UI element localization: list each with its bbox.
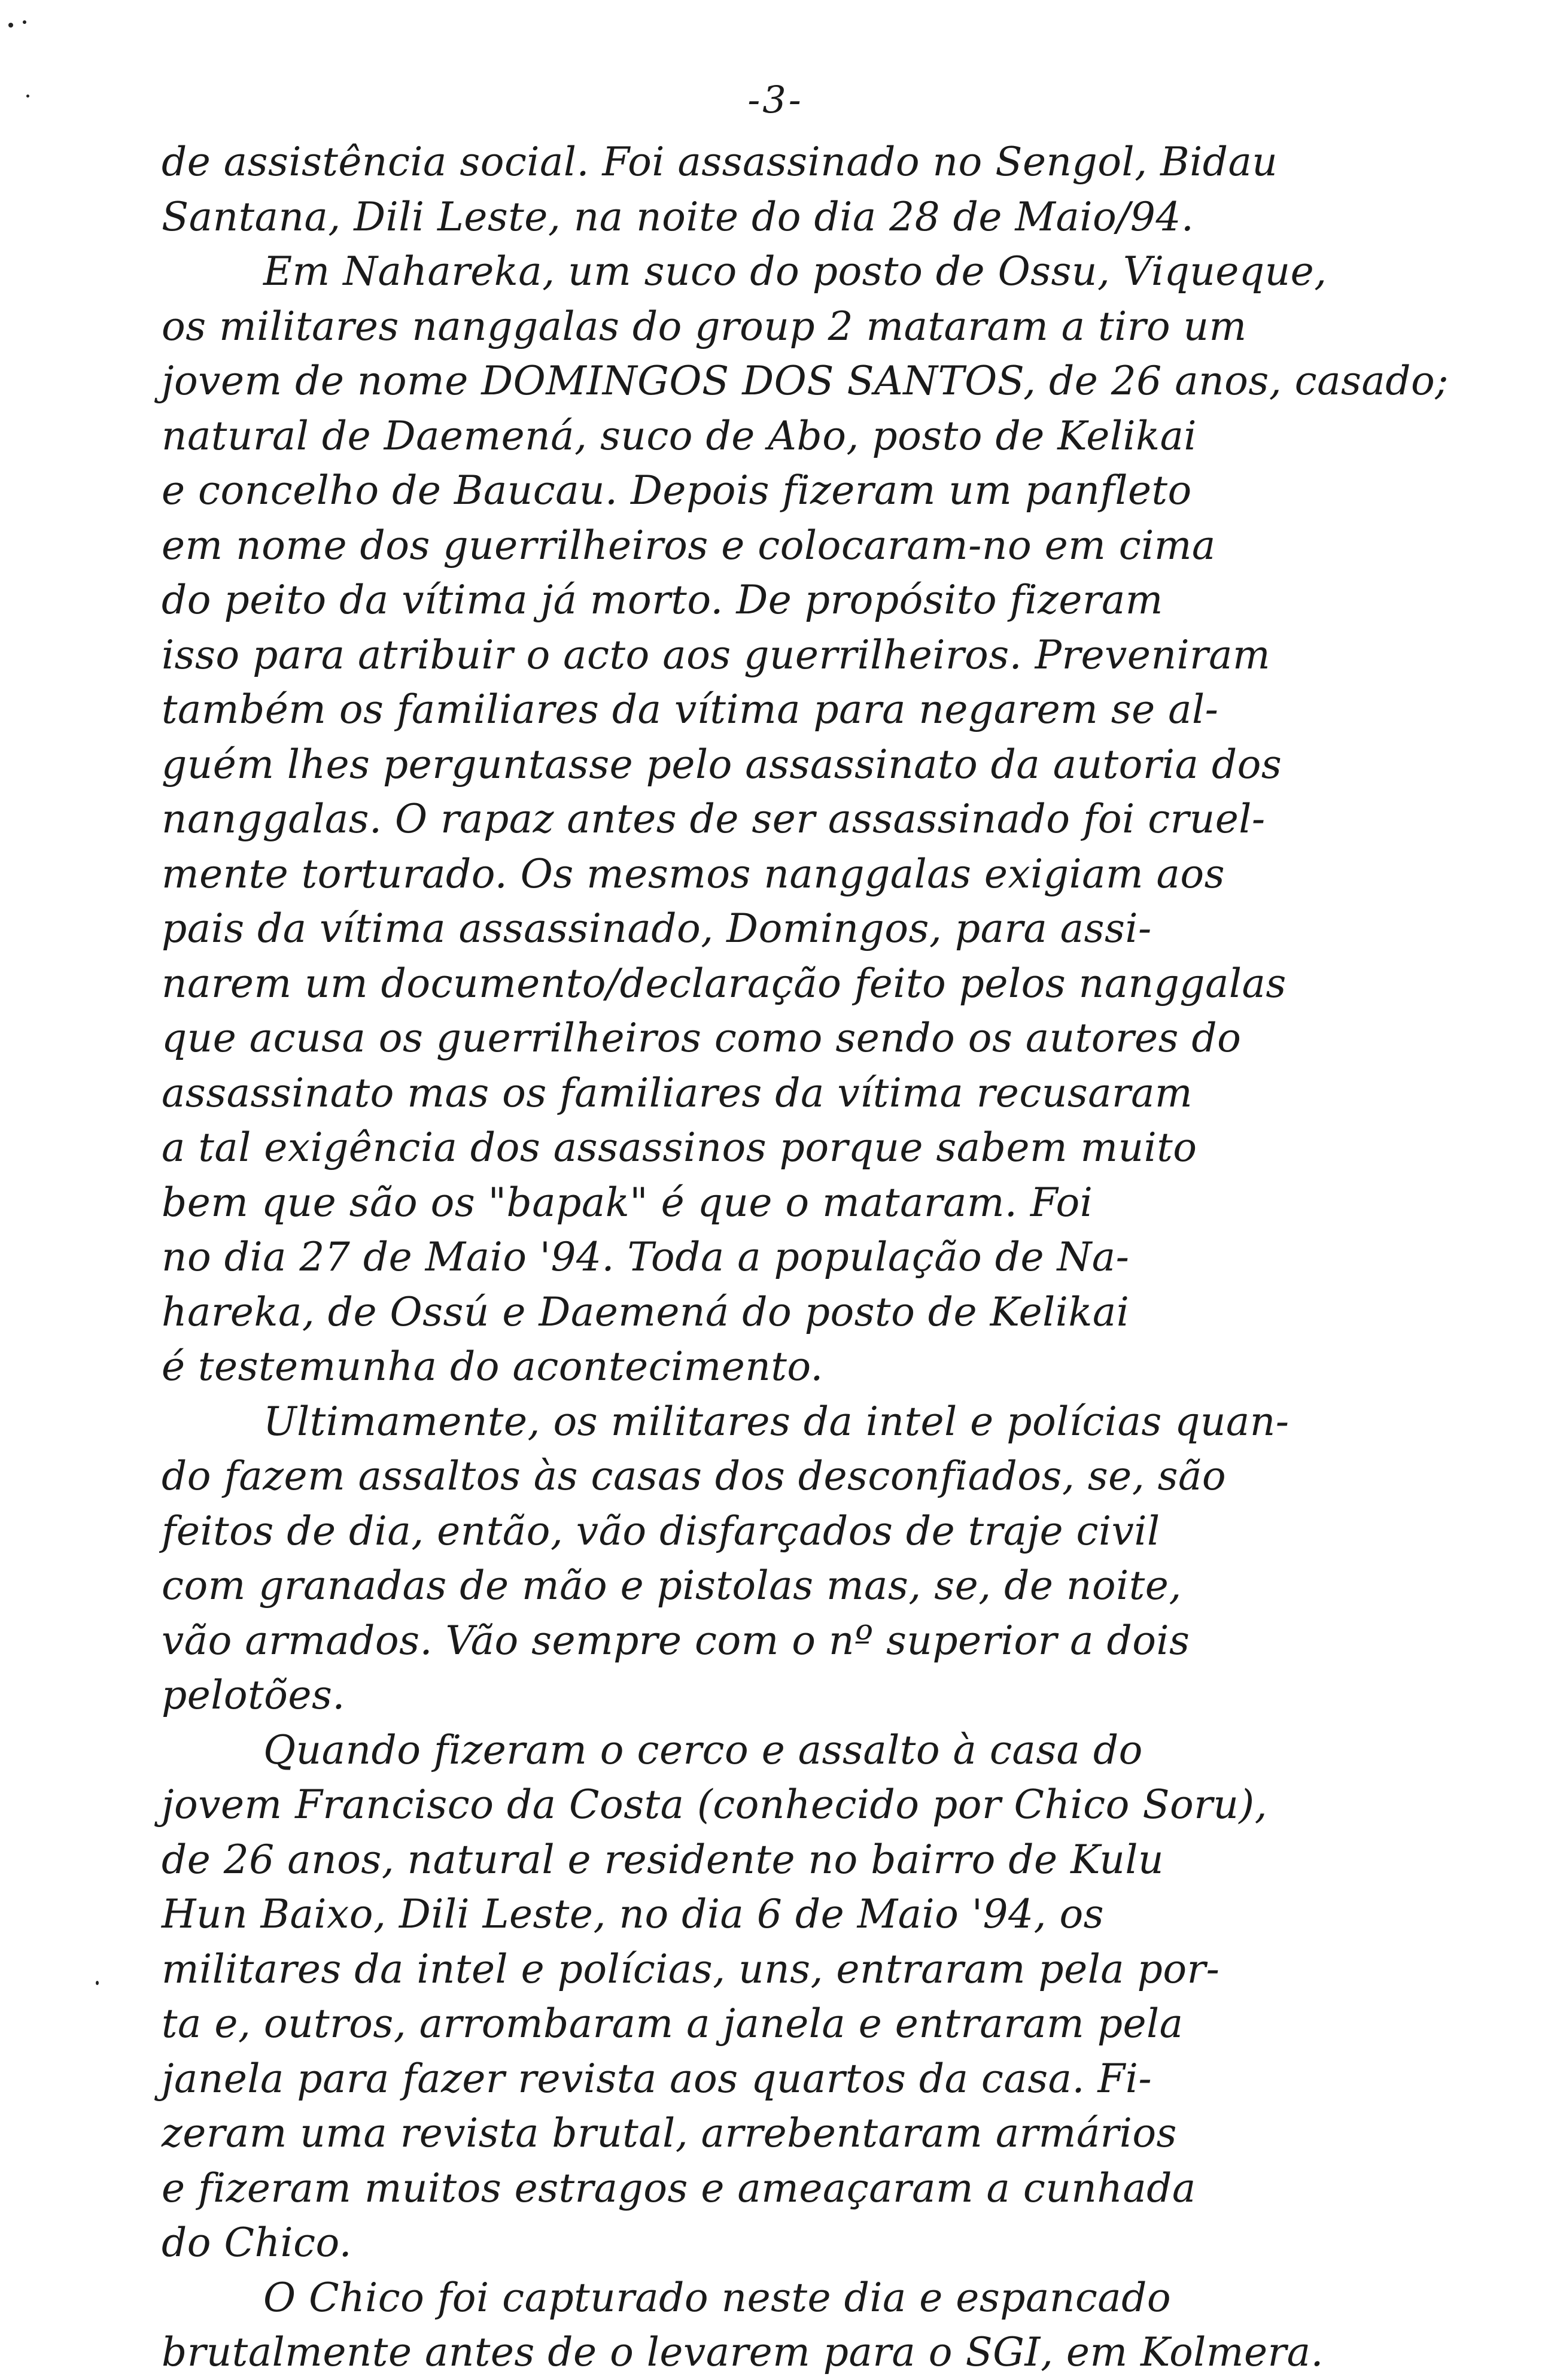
- text-line: pelotões.: [162, 1672, 345, 1718]
- text-line: zeram uma revista brutal, arrebentaram armários: [162, 2110, 1177, 2156]
- text-line: O Chico foi capturado neste dia e espancado: [263, 2274, 1172, 2321]
- text-line: e concelho de Baucau. Depois fizeram um panfleto: [162, 467, 1192, 513]
- text-line: do peito da vítima já morto. De propósito fizeram: [162, 577, 1163, 623]
- text-line: brutalmente antes de o levarem para o SGI, em Kolmera.: [162, 2329, 1324, 2375]
- text-line: Ultimamente, os militares da intel e polícias quan-: [263, 1398, 1290, 1445]
- text-line: Em Nahareka, um suco do posto de Ossu, Viqueque,: [263, 248, 1327, 294]
- text-line: também os familiares da vítima para negarem se al-: [162, 686, 1219, 732]
- text-line: assassinato mas os familiares da vítima recusaram: [162, 1069, 1193, 1116]
- text-line: os militares nanggalas do group 2 mataram a tiro um: [162, 303, 1247, 349]
- text-line: de assistência social. Foi assassinado no Sengol, Bidau: [162, 139, 1278, 185]
- text-line: nanggalas. O rapaz antes de ser assassinado foi cruel-: [162, 796, 1266, 842]
- ink-speck-mark: [96, 1981, 99, 1985]
- text-line: a tal exigência dos assassinos porque sabem muito: [162, 1124, 1197, 1171]
- text-line: do Chico.: [162, 2220, 352, 2266]
- text-line: vão armados. Vão sempre com o nº superior a dois: [162, 1617, 1190, 1664]
- text-line: ta e, outros, arrombaram a janela e entraram pela: [162, 2001, 1184, 2047]
- text-line: de 26 anos, natural e residente no bairro de Kulu: [162, 1836, 1164, 1883]
- text-line: militares da intel e polícias, uns, entraram pela por-: [162, 1946, 1220, 1992]
- text-line: jovem Francisco da Costa (conhecido por Chico Soru),: [162, 1782, 1268, 1828]
- text-line: com granadas de mão e pistolas mas, se, de noite,: [162, 1563, 1182, 1609]
- text-line: Hun Baixo, Dili Leste, no dia 6 de Maio '94, os: [162, 1891, 1105, 1937]
- text-line: Quando fizeram o cerco e assalto à casa do: [263, 1727, 1143, 1773]
- text-line: em nome dos guerrilheiros e colocaram-no em cima: [162, 522, 1216, 569]
- text-line: é testemunha do acontecimento.: [162, 1344, 823, 1390]
- text-line: jovem de nome DOMINGOS DOS SANTOS, de 26 anos, casado;: [162, 358, 1449, 404]
- text-line: pais da vítima assassinado, Domingos, para assi-: [162, 905, 1152, 952]
- text-line: que acusa os guerrilheiros como sendo os autores do: [162, 1015, 1242, 1061]
- text-line: narem um documento/declaração feito pelos nanggalas: [162, 960, 1287, 1007]
- text-line: hareka, de Ossú e Daemená do posto de Kelikai: [162, 1288, 1130, 1335]
- text-line: do fazem assaltos às casas dos desconfiados, se, são: [162, 1453, 1227, 1499]
- text-line: no dia 27 de Maio '94. Toda a população de Na-: [162, 1234, 1130, 1280]
- text-line: janela para fazer revista aos quartos da casa. Fi-: [162, 2055, 1152, 2102]
- text-line: Santana, Dili Leste, na noite do dia 28 de Maio/94.: [162, 193, 1194, 240]
- text-line: e fizeram muitos estragos e ameaçaram a cunhada: [162, 2165, 1196, 2211]
- handwritten-body-text: [162, 135, 1449, 2380]
- ink-speck-mark: [8, 23, 13, 28]
- text-line: mente torturado. Os mesmos nanggalas exigiam aos: [162, 850, 1225, 897]
- ink-speck-mark: [23, 20, 26, 24]
- text-line: natural de Daemená, suco de Abo, posto de Kelikai: [162, 412, 1197, 459]
- text-line: feitos de dia, então, vão disfarçados de traje civil: [162, 1507, 1160, 1554]
- text-line: guém lhes perguntasse pelo assassinato da autoria dos: [162, 741, 1282, 788]
- page-number: -3-: [747, 78, 804, 121]
- text-line: isso para atribuir o acto aos guerrilheiros. Preveniram: [162, 631, 1271, 678]
- text-line: bem que são os "bapak" é que o mataram. Foi: [162, 1179, 1093, 1226]
